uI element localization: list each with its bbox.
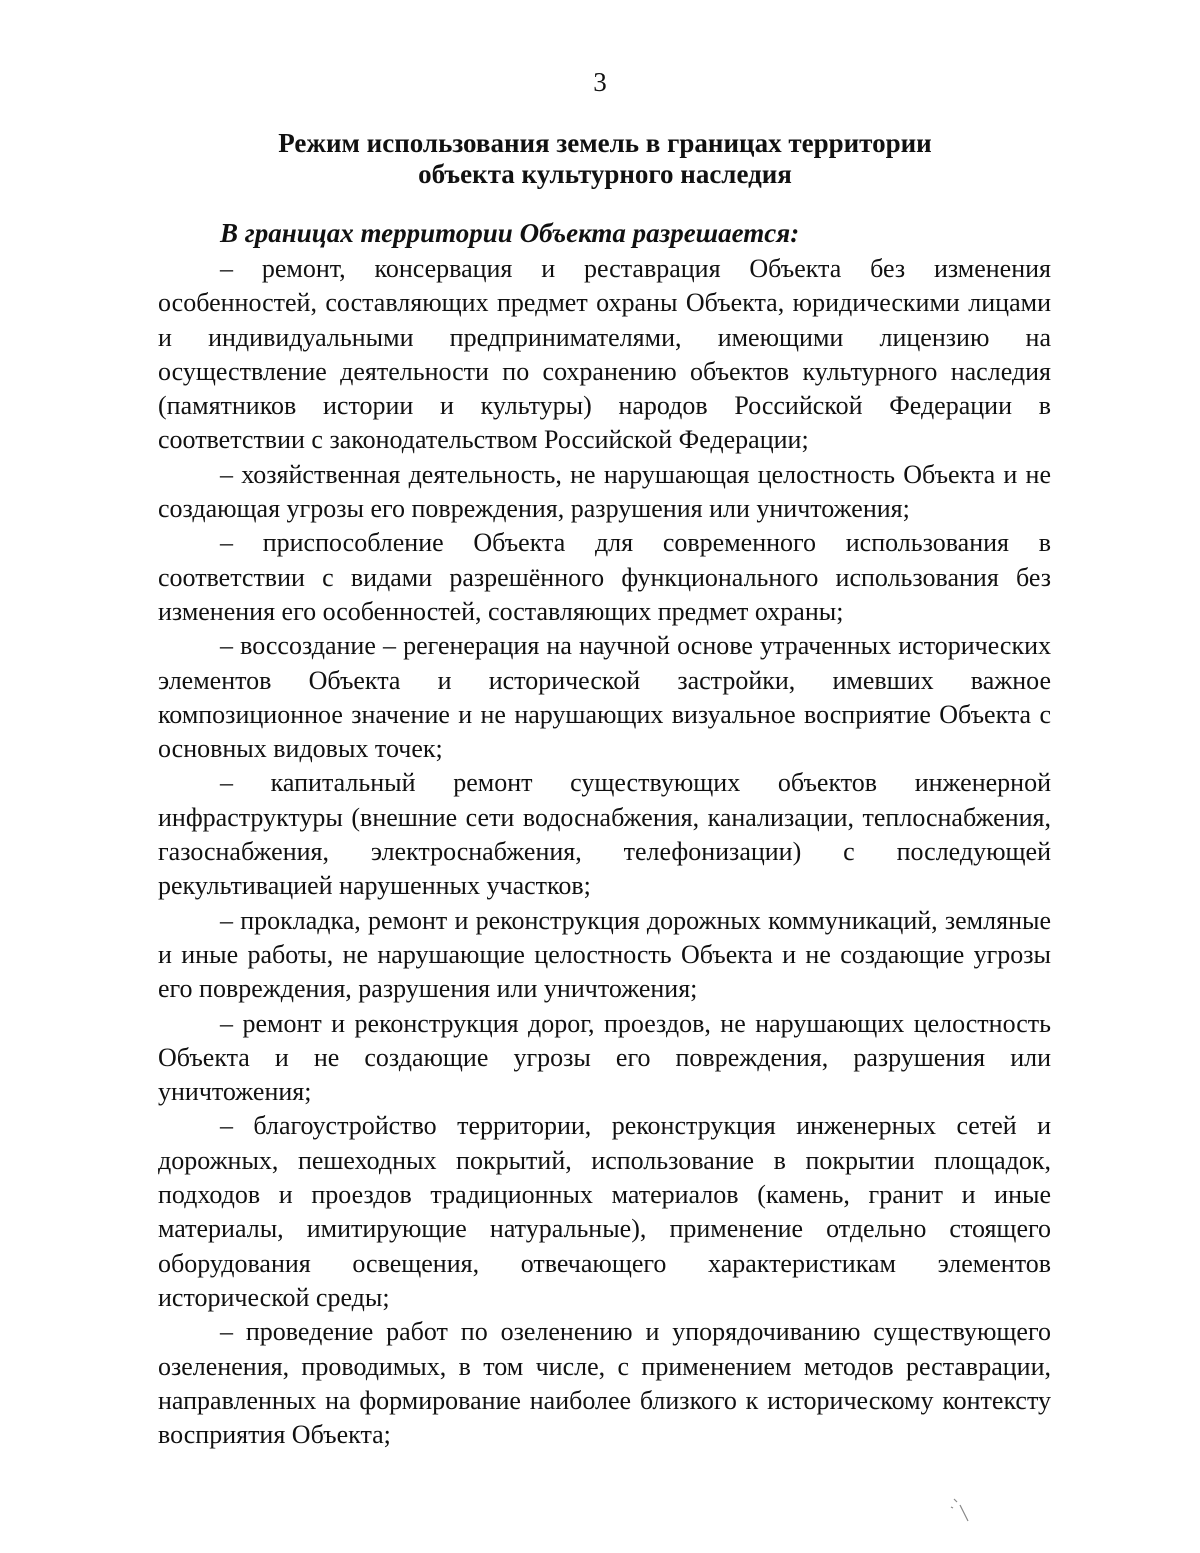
- list-item-road-repair: – ремонт и реконструкция дорог, проездов, не нарушающих целостность Объекта и не создающие угрозы его повреждения, разрушения или уничтожения;: [158, 1008, 1051, 1107]
- list-item-road-communications: – прокладка, ремонт и реконструкция дорожных коммуникаций, земляные и иные работы, не нарушающие целостность Объекта и не создающие угрозы его повреждения, разрушения или уничтожения;: [158, 905, 1051, 1004]
- section-subheading: В границах территории Объекта разрешается:: [220, 218, 800, 248]
- list-item-landscaping: – благоустройство территории, реконструкция инженерных сетей и дорожных, пешеходных покрытий, использование в покрытии площадок, подходов и проездов традиционных материалов (камень, гранит и иные материалы, имитирующие натуральные), применение отдельно стоящего оборудования освещения, отвечающего характеристикам элементов исторической среды;: [158, 1111, 1051, 1312]
- list-item-economic-activity: – хозяйственная деятельность, не нарушающая целостность Объекта и не создающая угрозы его повреждения, разрушения или уничтожения;: [158, 459, 1051, 524]
- page-number: 3: [593, 67, 607, 97]
- list-item-restoration: – ремонт, консервация и реставрация Объекта без изменения особенностей, составляющих предмет охраны Объекта, юридическими лицами и индивидуальными предпринимателями, имеющими лицензию на осуществление деятельности по сохранению объектов культурного наследия (памятников истории и культуры) народов Российской Федерации в соответствии с законодательством Российской Федерации;: [158, 254, 1051, 455]
- list-item-recreation: – воссоздание – регенерация на научной основе утраченных исторических элементов Объекта и исторической застройки, имевших важное композиционное значение и не нарушающих визуальное восприятие Объекта с основных видовых точек;: [158, 631, 1051, 764]
- list-item-greening: – проведение работ по озеленению и упорядочиванию существующего озеленения, проводимых, в том числе, с применением методов реставрации, направленных на формирование наиболее близкого к историческому контексту восприятия Объекта;: [158, 1317, 1051, 1450]
- list-item-infrastructure-repair: – капитальный ремонт существующих объектов инженерной инфраструктуры (внешние сети водоснабжения, канализации, теплоснабжения, газоснабжения, электроснабжения, телефонизации) с последующей рекультивацией нарушенных участков;: [158, 768, 1051, 901]
- scan-mark: [948, 1497, 974, 1525]
- heading-line-1: Режим использования земель в границах территории: [278, 128, 932, 158]
- list-item-adaptation: – приспособление Объекта для современного использования в соответствии с видами разрешённого функционального использования без изменения его особенностей, составляющих предмет охраны;: [158, 528, 1051, 626]
- document-heading: [160, 128, 1050, 190]
- heading-line-2: объекта культурного наследия: [418, 159, 792, 189]
- body-text: [158, 252, 1051, 1452]
